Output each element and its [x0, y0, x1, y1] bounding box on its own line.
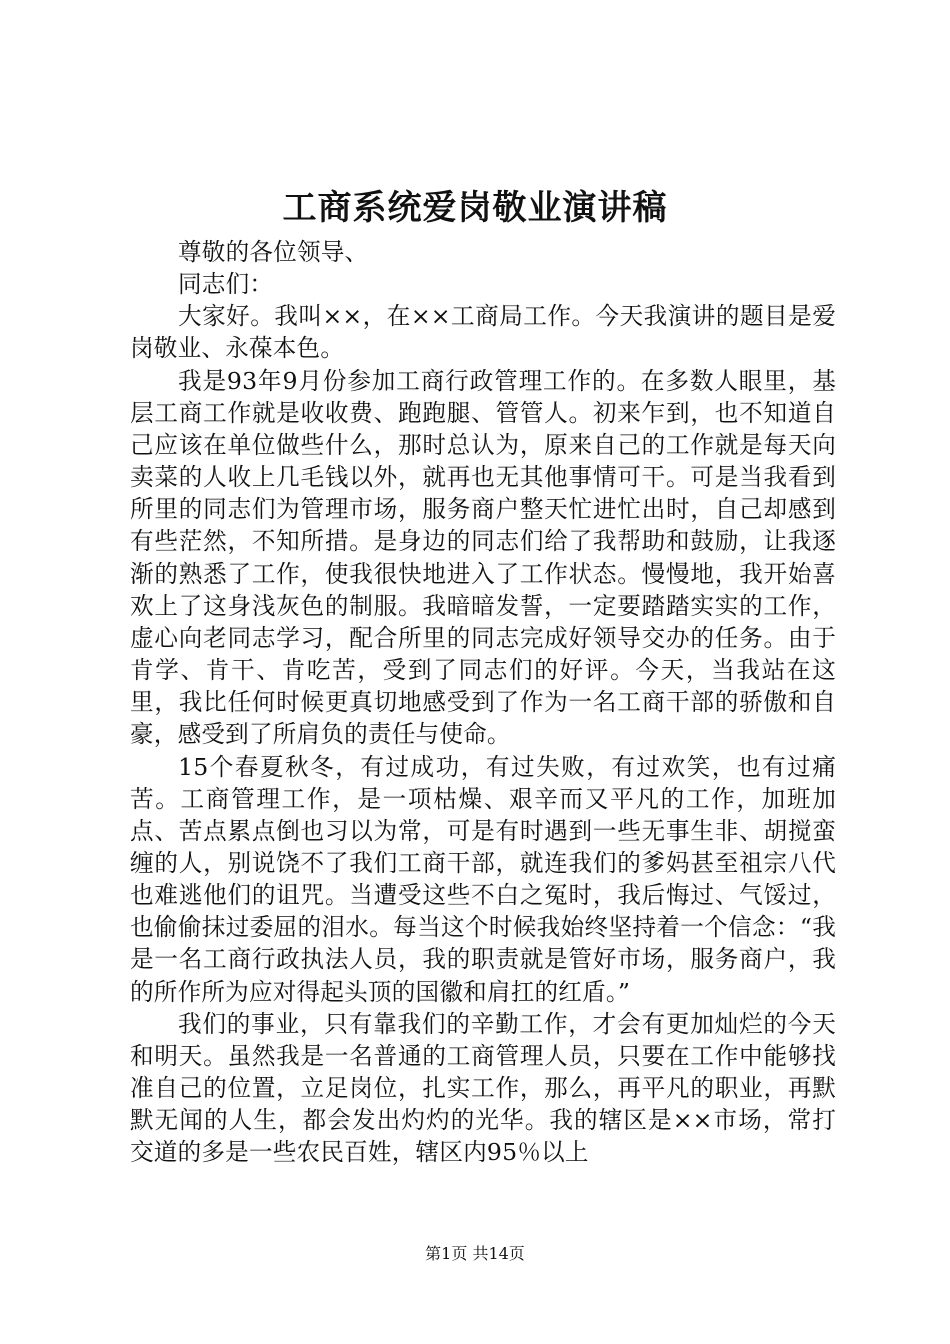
- page-footer: 第1页 共14页: [425, 1244, 525, 1263]
- paragraph-our-cause: 我们的事业，只有靠我们的辛勤工作，才会有更加灿烂的今天和明天。虽然我是一名普通的工商管理人员，只要在工作中能够找准自己的位置，立足岗位，扎实工作，那么，再平凡的职业，再默默无闻的人生，都会发出灼灼的光华。我的辖区是××市场，常打交道的多是一些农民百姓，辖区内95％以上: [130, 1009, 836, 1167]
- salutation-line-1: 尊敬的各位领导、: [178, 238, 369, 266]
- document-title: 工商系统爱岗敬业演讲稿: [282, 188, 668, 228]
- salutation-line-2: 同志们：: [178, 270, 274, 299]
- paragraph-fifteen-years: 15个春夏秋冬，有过成功，有过失败，有过欢笑，也有过痛苦。工商管理工作，是一项枯燥、艰辛而又平凡的工作，加班加点、苦点累点倒也习以为常，可是有时遇到一些无事生非、胡搅蛮缠的人，别说饶不了我们工商干部，就连我们的爹妈甚至祖宗八代也难逃他们的诅咒。当遭受这些不白之冤时，我后悔过、气馁过，也偷偷抹过委屈的泪水。每当这个时候我始终坚持着一个信念：“我是一名工商行政执法人员，我的职责就是管好市场，服务商户，我的所作所为应对得起头顶的国徽和肩扛的红盾。”: [130, 752, 836, 1006]
- paragraph-career-start: 我是93年9月份参加工商行政管理工作的。在多数人眼里，基层工商工作就是收收费、跑跑腿、管管人。初来乍到，也不知道自己应该在单位做些什么，那时总认为，原来自己的工作就是每天向卖菜的人收上几毛钱以外，就再也无其他事情可干。可是当我看到所里的同志们为管理市场，服务商户整天忙进忙出时，自己却感到有些茫然，不知所措。是身边的同志们给了我帮助和鼓励，让我逐渐的熟悉了工作，使我很快地进入了工作状态。慢慢地，我开始喜欢上了这身浅灰色的制服。我暗暗发誓，一定要踏踏实实的工作，虚心向老同志学习，配合所里的同志完成好领导交办的任务。由于肯学、肯干、肯吃苦，受到了同志们的好评。今天，当我站在这里，我比任何时候更真切地感受到了作为一名工商干部的骄傲和自豪，感受到了所肩负的责任与使命。: [130, 366, 836, 749]
- document-body: [130, 236, 836, 1169]
- paragraph-intro: 大家好。我叫××，在××工商局工作。今天我演讲的题目是爱岗敬业、永葆本色。: [130, 302, 836, 363]
